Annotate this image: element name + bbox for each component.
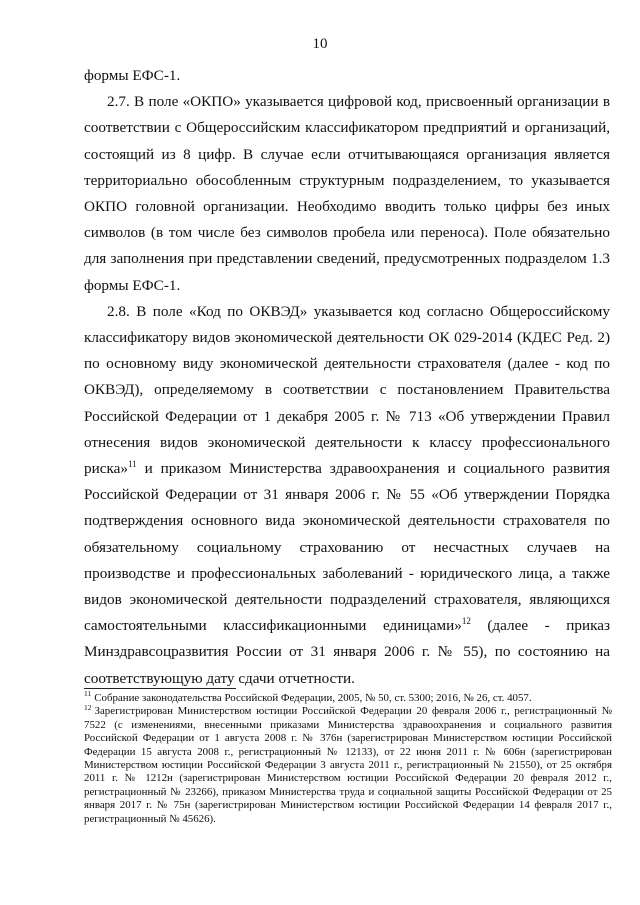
paragraph-2-8-text-part3: (далее - приказ Минздравсоцразвития России от 31 января 2006 г. № 55), по состоянию на соответствующую дату сдачи отчетности. — [84, 617, 610, 687]
footnote-text: Зарегистрирован Министерством юстиции Российской Федерации 20 февраля 2006 г., регистрационный № 7522 (с изменениями, внесенными приказами Министерства здравоохранения и социального развития Российской Федерации от 1 августа 2008 г. № 376н (зарегистрирован Министерством юстиции Российской Федерации 15 августа 2008 г., регистрационный № 12133), от 22 июня 2011 г. № 606н (зарегистрирован Министерством юстиции Российской Федерации 3 августа 2011 г., регистрационный № 21550), от 25 октября 2011 г. № 1212н (зарегистрирован Министерством юстиции Российской Федерации 20 февраля 2012 г., регистрационный № 23266), приказом Министерства труда и социальной защиты Российской Федерации от 25 января 2017 г. № 75н (зарегистрирован Министерством юстиции Российской Федерации 14 февраля 2017 г., регистрационный № 45626). — [84, 705, 612, 825]
footnotes — [84, 689, 612, 826]
paragraph-2-8-text-part2: и приказом Министерства здравоохранения и социального развития Российской Федерации от 31 января 2006 г. № 55 «Об утверждении Порядка подтверждения основного вида экономической деятельности страхователя по обязательному социальному страхованию от несчастных случаев на производстве и профессиональных заболеваний - юридического лица, а также видов экономической деятельности подразделений страхователя, являющихся самостоятельными классификационными единицами» — [84, 460, 610, 635]
paragraph-2-8-okved — [84, 299, 610, 692]
footnote-ref-12: 12 — [461, 616, 471, 627]
paragraph-continuation: формы ЕФС-1. — [84, 67, 181, 84]
paragraph-2-8-text-part1: 2.8. В поле «Код по ОКВЭД» указывается код согласно Общероссийскому классификатору видов экономической деятельности ОК 029-2014 (КДЕС Ред. 2) по основному виду экономической деятельности страхователя (далее - код по ОКВЭД), определяемому в соответствии с постановлением Правительства Российской Федерации от 1 декабря 2005 г. № 713 «Об утверждении Правил отнесения видов экономической деятельности к классу профессионального риска» — [84, 302, 610, 478]
footnote-separator — [84, 688, 236, 689]
footnote-11 — [84, 689, 612, 705]
footnote-12 — [84, 702, 612, 826]
footnote-mark: 11 — [84, 689, 92, 699]
footnote-mark: 12 — [84, 702, 92, 712]
footnote-text: Собрание законодательства Российской Федерации, 2005, № 50, ст. 5300; 2016, № 26, ст. 4057. — [94, 692, 532, 704]
page-number: 10 — [312, 36, 328, 52]
footnote-ref-11: 11 — [127, 458, 137, 469]
document-body — [84, 63, 610, 692]
paragraph-2-7-okpo: 2.7. В поле «ОКПО» указывается цифровой код, присвоенный организации в соответствии с Общероссийским классификатором предприятий и организаций, состоящий из 8 цифр. В случае если отчитывающаяся организация является территориально обособленным структурным подразделением, то указывается ОКПО головной организации. Необходимо вводить только цифры без иных символов (в том числе без символов пробела или переноса). Поле обязательно для заполнения при представлении сведений, предусмотренных подразделом 1.3 формы ЕФС-1. — [84, 93, 610, 294]
